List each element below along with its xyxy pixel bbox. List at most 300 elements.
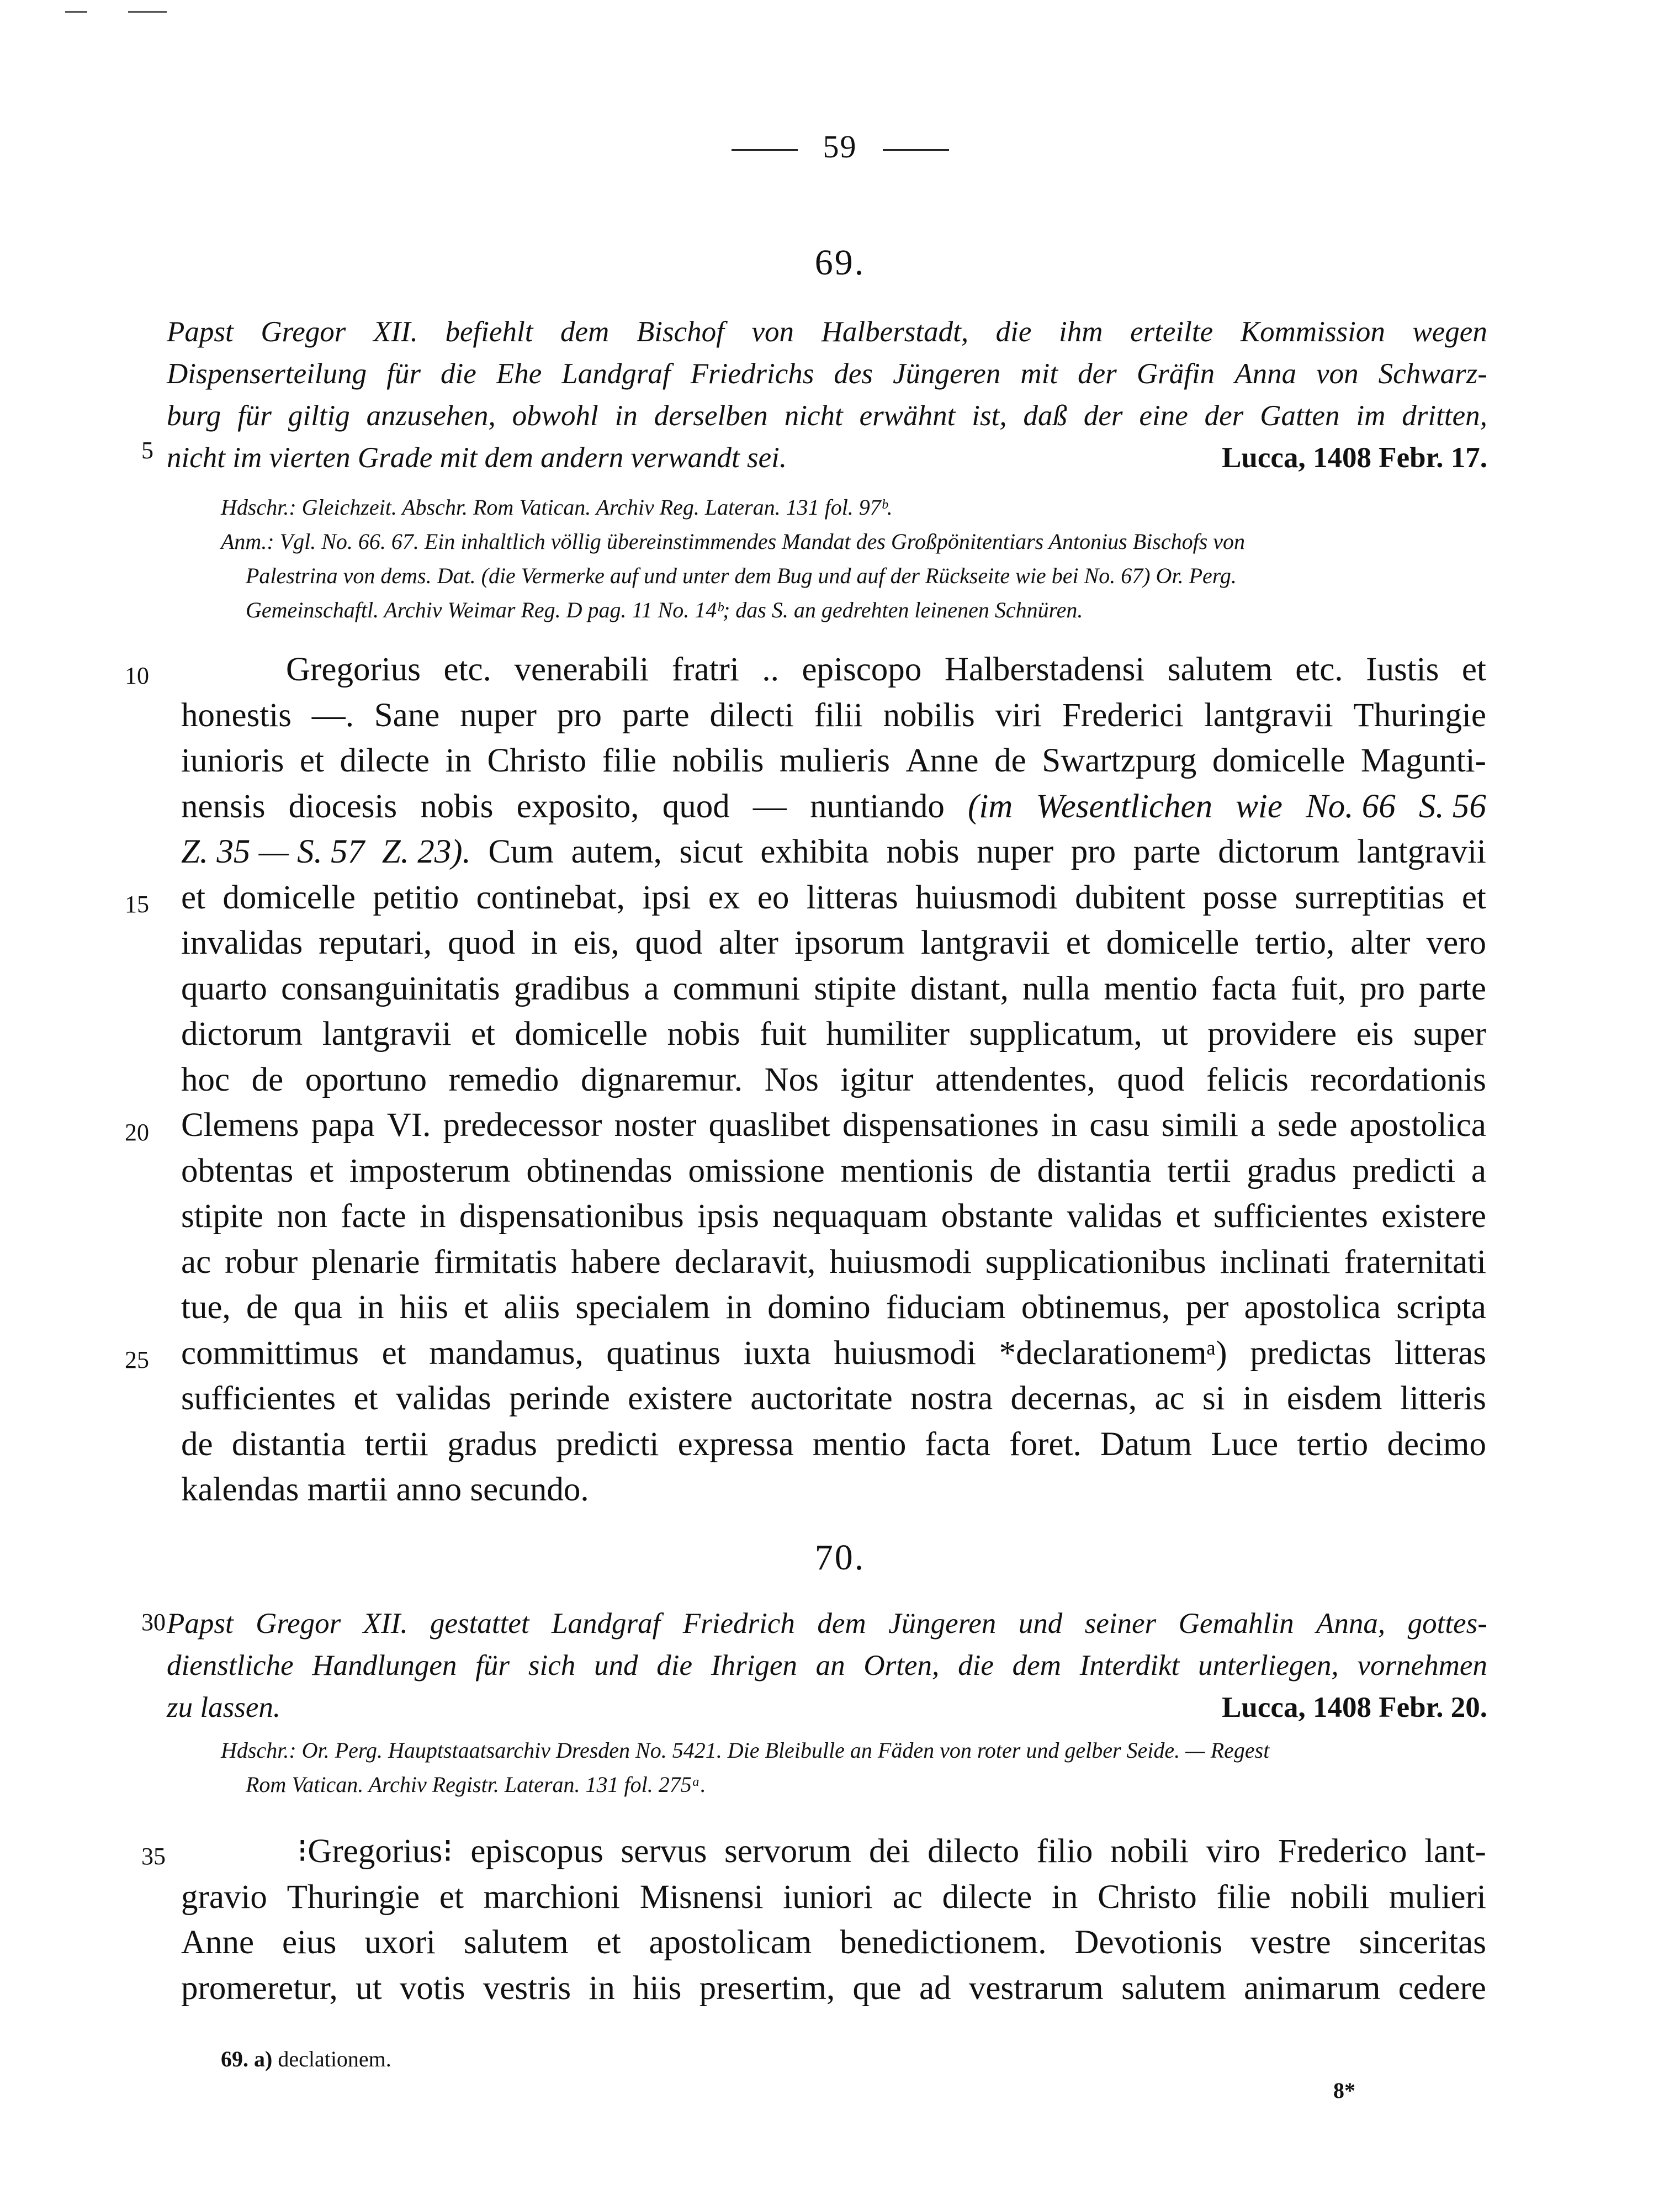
apparatus-line: Rom Vatican. Archiv Registr. Lateran. 131 fol. 275ᵃ.: [246, 1772, 706, 1797]
regest-date: Lucca, 1408 Febr. 17.: [1222, 442, 1487, 474]
text-word: parte: [1419, 970, 1486, 1007]
regest-word: im: [1356, 400, 1386, 432]
regest-word: andern: [540, 442, 631, 474]
text-word: mentio: [812, 1425, 907, 1463]
text-line: [181, 1149, 1486, 1194]
regest-word: unterliegen,: [1198, 1649, 1339, 1682]
text-word: dilecte: [942, 1878, 1032, 1916]
regest-word: sei.: [747, 442, 787, 474]
text-word: expressa: [677, 1425, 794, 1463]
text-word: gradibus: [513, 970, 630, 1007]
regest-word: anzusehen,: [366, 400, 496, 432]
text-word: benedictionem.: [840, 1924, 1047, 1961]
text-word: Iustis: [1366, 651, 1439, 688]
text-word: iuxta: [743, 1334, 811, 1372]
text-word: simili: [1161, 1107, 1238, 1144]
text-word: gravio: [181, 1878, 267, 1916]
text-word: quod: [448, 924, 516, 961]
text-word: iunioris: [181, 742, 284, 779]
text-word: fiduciam: [886, 1289, 1006, 1326]
text-word: recordationis: [1310, 1061, 1486, 1098]
text-word: secundo.: [470, 1471, 589, 1508]
regest-word: des: [834, 358, 873, 390]
text-word: aliis: [504, 1289, 560, 1326]
text-word: mentio: [1104, 970, 1197, 1007]
apparatus-line: Gemeinschaftl. Archiv Weimar Reg. D pag. 11 No. 14ᵇ; das S. an gedrehten leinenen Schnüren.: [246, 598, 1083, 622]
text-word: distantia: [231, 1425, 346, 1463]
regest-word: obwohl: [512, 400, 598, 432]
text-word: ..: [762, 651, 779, 688]
text-line: [181, 1285, 1486, 1331]
text-line: [181, 1875, 1486, 1921]
text-word: fratri: [671, 651, 739, 688]
text-word: alter: [1350, 924, 1411, 961]
regest-word: wegen: [1412, 316, 1487, 348]
regest-word: die: [958, 1649, 994, 1682]
text-line: [181, 829, 1486, 875]
text-word: imposterum: [349, 1152, 511, 1189]
text-word: in: [420, 1198, 446, 1235]
regest-date: Lucca, 1408 Febr. 20.: [1222, 1691, 1487, 1723]
edition-text-70: [181, 1829, 1486, 2011]
text-word: filie: [602, 742, 656, 779]
scan-mark: [65, 11, 87, 13]
text-word: nobili: [1110, 1833, 1189, 1870]
text-word: nobilis: [672, 742, 764, 779]
text-word: et: [439, 1878, 464, 1916]
text-word: ac: [1154, 1380, 1185, 1417]
text-word: martii: [307, 1471, 396, 1508]
apparatus-70: [221, 1733, 1485, 1802]
text-word: Thuringie: [287, 1878, 420, 1916]
text-word: plenarie: [311, 1243, 420, 1281]
regest-word: von: [751, 316, 794, 348]
text-word: ipsi: [642, 879, 691, 916]
text-word: et: [1461, 879, 1486, 916]
text-word: predictas: [1250, 1334, 1372, 1372]
text-word: Misnensi: [639, 1878, 764, 1916]
text-word: salutem: [1121, 1969, 1226, 2007]
text-word: fuit,: [1291, 970, 1347, 1007]
text-word: anno: [396, 1471, 470, 1508]
apparatus-line: Hdschr.: Gleichzeit. Abschr. Rom Vatican. Archiv Reg. Lateran. 131 fol. 97ᵇ.: [221, 495, 893, 520]
regest-word: Grade: [357, 442, 440, 474]
text-word: nuper: [460, 696, 537, 734]
text-word: dispensationibus: [459, 1198, 684, 1235]
regest-word: der: [1083, 400, 1123, 432]
text-word: Anne: [181, 1924, 255, 1961]
text-word: Wesentlichen: [1036, 787, 1213, 825]
apparatus-line: Palestrina von dems. Dat. (die Vermerke auf und unter dem Bug und auf der Rückseite wie bei No. 67) Or. Perg.: [246, 563, 1237, 588]
text-word: Z. 35 — S. 57: [181, 833, 365, 870]
text-word: firmitatis: [433, 1243, 558, 1281]
regest-word: Friedrich: [682, 1608, 795, 1640]
text-word: in: [445, 742, 472, 779]
text-word: Anne: [905, 742, 979, 779]
text-word: a: [1471, 1152, 1486, 1189]
footnote: [221, 2046, 391, 2072]
regest-word: und: [594, 1649, 638, 1682]
text-line: [181, 1966, 1486, 2012]
text-word: perinde: [508, 1380, 610, 1417]
text-word: de: [246, 1289, 278, 1326]
text-word: dei: [868, 1833, 910, 1870]
text-word: —.: [311, 696, 354, 734]
text-word: Devotionis: [1074, 1924, 1223, 1961]
text-word: ac: [892, 1878, 923, 1916]
text-word: episcopus: [470, 1833, 603, 1870]
text-word: providere: [1207, 1016, 1337, 1053]
regest-word: giltig: [288, 400, 350, 432]
regest-word: seiner: [1084, 1608, 1157, 1640]
text-word: fuit: [760, 1016, 807, 1053]
regest-word: und: [1018, 1608, 1063, 1640]
text-word: nuper: [977, 833, 1054, 870]
text-word: invalidas: [181, 924, 303, 961]
text-word: Datum: [1100, 1425, 1193, 1463]
text-word: viro: [1206, 1833, 1261, 1870]
regest-word: befiehlt: [445, 316, 533, 348]
text-word: petitio: [373, 879, 459, 916]
regest-70: [167, 1603, 1487, 1728]
text-line: [181, 921, 1486, 966]
text-word: sicut: [679, 833, 743, 870]
text-line: [181, 1012, 1486, 1058]
text-word: stipite: [814, 970, 897, 1007]
text-word: et: [381, 1334, 406, 1372]
regest-word: Handlungen: [312, 1649, 457, 1682]
text-line: [181, 647, 1486, 693]
text-word: existere: [628, 1380, 733, 1417]
text-word: filie: [1216, 1878, 1271, 1916]
text-word: ⁝Gregorius⁝: [297, 1833, 453, 1870]
regest-word: dienstliche: [167, 1649, 294, 1682]
text-word: mandamus,: [429, 1334, 584, 1372]
text-word: de: [989, 1152, 1021, 1189]
text-word: decernas,: [1010, 1380, 1137, 1417]
text-word: surreptitias: [1295, 879, 1445, 916]
text-word: attendentes,: [935, 1061, 1095, 1098]
text-word: dilecti: [709, 696, 794, 734]
text-word: venerabili: [514, 651, 649, 688]
text-word: quaslibet: [708, 1107, 830, 1144]
regest-word: lassen.: [200, 1691, 281, 1723]
document-number-69: 69.: [814, 242, 866, 283]
text-word: animarum: [1244, 1969, 1381, 2007]
text-word: litteris: [1400, 1380, 1486, 1417]
text-word: domino: [767, 1289, 871, 1326]
text-line: [181, 875, 1486, 921]
line-number: 10: [125, 662, 149, 689]
regest-word: dem: [1012, 1649, 1061, 1682]
text-word: parte: [1133, 833, 1201, 870]
line-number: 35: [141, 1843, 166, 1870]
text-word: VI.: [386, 1107, 431, 1144]
text-word: oportuno: [305, 1061, 427, 1098]
text-word: lantgravii: [1357, 833, 1486, 870]
regest-word: Anna,: [1316, 1608, 1386, 1640]
regest-word: an: [815, 1649, 845, 1682]
text-word: si: [1202, 1380, 1225, 1417]
text-word: servus: [621, 1833, 707, 1870]
regest-word: Friedrichs: [690, 358, 814, 390]
text-line: [181, 1103, 1486, 1149]
text-word: Frederico: [1278, 1833, 1407, 1870]
text-word: apostolica: [1349, 1107, 1486, 1144]
text-word: et: [1175, 1198, 1200, 1235]
text-word: etc.: [1295, 651, 1343, 688]
text-word: lantgravii: [322, 1016, 452, 1053]
text-word: sinceritas: [1359, 1924, 1486, 1961]
text-word: filio: [1036, 1833, 1093, 1870]
text-word: ad: [919, 1969, 951, 2007]
regest-word: der: [1078, 358, 1117, 390]
text-word: pro: [1360, 970, 1405, 1007]
regest-word: eine: [1139, 400, 1188, 432]
text-word: in: [725, 1289, 752, 1326]
regest-word: Papst: [167, 1608, 234, 1640]
regest-line: [167, 1686, 1487, 1728]
text-word: presertim,: [699, 1969, 835, 2007]
text-word: eis,: [573, 924, 619, 961]
regest-word: XII.: [373, 316, 418, 348]
text-word: mulieri: [1388, 1878, 1486, 1916]
text-word: domicelle: [222, 879, 356, 916]
text-word: a: [644, 970, 659, 1007]
regest-word: für: [475, 1649, 510, 1682]
text-word: tue,: [181, 1289, 231, 1326]
text-word: servorum: [724, 1833, 852, 1870]
text-line: [181, 1422, 1486, 1468]
regest-word: die: [441, 358, 476, 390]
text-word: et: [1461, 651, 1486, 688]
text-word: stipite: [181, 1198, 264, 1235]
text-word: consanguinitatis: [281, 970, 500, 1007]
text-word: nobis: [667, 1016, 740, 1053]
text-word: robur: [225, 1243, 298, 1281]
regest-word: mit: [1020, 358, 1058, 390]
text-word: parte: [622, 696, 690, 734]
line-number: 5: [141, 437, 153, 464]
regest-word: vierten: [269, 442, 358, 474]
regest-word: gestattet: [430, 1608, 529, 1640]
line-number: 25: [125, 1346, 149, 1373]
text-word: nobili: [1290, 1878, 1369, 1916]
text-word: uxori: [364, 1924, 436, 1961]
regest-word: für: [237, 400, 272, 432]
text-word: hiis: [399, 1289, 448, 1326]
text-word: huiusmodi: [829, 1243, 972, 1281]
text-word: Z. 23).: [381, 833, 471, 870]
text-word: lantgravii: [1204, 696, 1333, 734]
text-word: super: [1413, 1016, 1486, 1053]
text-word: dilecte: [340, 742, 430, 779]
text-word: remedio: [448, 1061, 559, 1098]
text-word: omissione: [688, 1152, 825, 1189]
regest-line: [167, 1603, 1487, 1645]
regest-69: [167, 311, 1487, 479]
text-word: obtinemus,: [1021, 1289, 1170, 1326]
text-line: [181, 738, 1486, 784]
text-word: obtentas: [181, 1152, 294, 1189]
text-word: episcopo: [802, 651, 922, 688]
regest-word: mit: [439, 442, 485, 474]
text-word: declaravit,: [674, 1243, 816, 1281]
text-word: obstante: [941, 1198, 1053, 1235]
text-word: quatinus: [606, 1334, 721, 1372]
text-word: exposito,: [516, 787, 639, 825]
text-word: honestis: [181, 696, 292, 734]
text-word: quod: [662, 787, 730, 825]
text-word: et: [464, 1289, 489, 1326]
text-word: ac: [181, 1243, 211, 1281]
text-word: et: [596, 1924, 621, 1961]
text-word: litteras: [1394, 1334, 1486, 1372]
regest-word: nicht: [167, 442, 233, 474]
regest-line: [167, 395, 1487, 437]
text-word: *declarationemᵃ): [999, 1334, 1227, 1372]
regest-word: Halberstadt,: [821, 316, 969, 348]
text-word: Thuringie: [1353, 696, 1486, 734]
regest-word: ihm: [1058, 316, 1103, 348]
text-word: ex: [708, 879, 740, 916]
text-word: eis: [1356, 1016, 1394, 1053]
regest-word: dritten,: [1402, 400, 1487, 432]
text-word: tertii: [1167, 1152, 1231, 1189]
scan-mark: [128, 11, 167, 13]
text-word: domicelle: [1106, 924, 1239, 961]
text-word: Christo: [487, 742, 587, 779]
text-word: cedere: [1398, 1969, 1486, 2007]
text-word: quod: [635, 924, 703, 961]
text-word: S. 56: [1418, 787, 1486, 825]
text-word: in: [358, 1289, 384, 1326]
text-line: [181, 966, 1486, 1012]
regest-word: in: [614, 400, 638, 432]
text-word: diocesis: [288, 787, 398, 825]
text-word: dignaremur.: [580, 1061, 743, 1098]
text-word: tertio: [1297, 1425, 1369, 1463]
text-word: dictorum: [1218, 833, 1340, 870]
text-word: nobilis: [883, 696, 975, 734]
text-line: [181, 693, 1486, 739]
text-line: [181, 1467, 1486, 1513]
text-word: predecessor: [443, 1107, 602, 1144]
regest-word: Gräfin: [1136, 358, 1215, 390]
regest-word: Kommission: [1240, 316, 1385, 348]
text-word: mentionis: [840, 1152, 974, 1189]
text-word: papa: [311, 1107, 375, 1144]
text-word: Frederici: [1062, 696, 1184, 734]
regest-word: nicht: [784, 400, 843, 432]
text-line: [181, 1240, 1486, 1286]
regest-word: verwandt: [630, 442, 748, 474]
text-word: fraternitati: [1344, 1243, 1486, 1281]
text-word: humiliter: [826, 1016, 950, 1053]
text-word: eius: [282, 1924, 337, 1961]
text-word: nulla: [1022, 970, 1090, 1007]
apparatus-line: Anm.: Vgl. No. 66. 67. Ein inhaltlich völlig übereinstimmendes Mandat des Großpönitentiars Antonius Bischofs von: [221, 529, 1246, 554]
regest-word: daß: [1023, 400, 1067, 432]
regest-word: Landgraf: [561, 358, 671, 390]
text-word: validas: [1067, 1198, 1163, 1235]
text-word: Swartzpurg: [1042, 742, 1197, 779]
text-word: —: [752, 787, 787, 825]
text-word: dictorum: [181, 1016, 303, 1053]
text-word: continebat,: [476, 879, 625, 916]
text-word: promeretur,: [181, 1969, 338, 2007]
regest-word: Gemahlin: [1178, 1608, 1294, 1640]
text-line: [181, 1194, 1486, 1240]
text-word: quod: [1117, 1061, 1185, 1098]
text-word: habere: [571, 1243, 661, 1281]
regest-word: XII.: [363, 1608, 408, 1640]
text-word: ut: [356, 1969, 382, 2007]
text-word: hiis: [633, 1969, 682, 2007]
text-word: ipsorum: [794, 924, 905, 961]
footnote-ref: 69. a): [221, 2047, 273, 2071]
regest-word: Schwarz-: [1378, 358, 1487, 390]
regest-word: Papst: [167, 316, 234, 348]
text-word: facta: [925, 1425, 991, 1463]
text-word: Clemens: [181, 1107, 299, 1144]
text-word: decimo: [1387, 1425, 1486, 1463]
text-word: Halberstadensi: [944, 651, 1145, 688]
text-word: salutem: [463, 1924, 569, 1961]
text-word: kalendas: [181, 1471, 308, 1508]
rule: [883, 149, 949, 151]
regest-word: Gregor: [256, 1608, 341, 1640]
regest-word: Jüngeren: [888, 1608, 997, 1640]
text-word: supplicationibus: [985, 1243, 1206, 1281]
regest-word: von: [1316, 358, 1359, 390]
regest-word: dem: [484, 442, 541, 474]
regest-word: Ehe: [496, 358, 542, 390]
text-word: pro: [1070, 833, 1116, 870]
text-word: in: [1243, 1380, 1269, 1417]
text-word: existere: [1381, 1198, 1486, 1235]
text-word: alter: [718, 924, 778, 961]
text-word: specialem: [575, 1289, 711, 1326]
text-word: sede: [1278, 1107, 1338, 1144]
text-word: scripta: [1396, 1289, 1486, 1326]
regest-word: Interdikt: [1079, 1649, 1180, 1682]
text-word: in: [1051, 1878, 1078, 1916]
line-number: 20: [125, 1119, 149, 1146]
text-word: quarto: [181, 970, 267, 1007]
text-word: noster: [614, 1107, 697, 1144]
text-word: predicti: [1352, 1152, 1456, 1189]
regest-word: der: [1204, 400, 1244, 432]
text-word: litteras: [806, 879, 898, 916]
text-word: de: [181, 1425, 213, 1463]
text-word: validas: [395, 1380, 491, 1417]
text-word: ut: [1162, 1016, 1188, 1053]
text-word: in: [589, 1969, 615, 2007]
regest-line: [167, 1645, 1487, 1686]
text-word: committimus: [181, 1334, 359, 1372]
text-line: [181, 1331, 1486, 1377]
text-word: non: [277, 1198, 327, 1235]
signature-mark: 8*: [1333, 2078, 1355, 2103]
text-word: exhibita: [760, 833, 869, 870]
text-word: que: [852, 1969, 902, 2007]
text-word: de: [251, 1061, 284, 1098]
text-word: lantgravii: [920, 924, 1050, 961]
text-word: nuntiando: [809, 787, 945, 825]
text-word: etc.: [443, 651, 491, 688]
text-word: dispensationes: [842, 1107, 1039, 1144]
